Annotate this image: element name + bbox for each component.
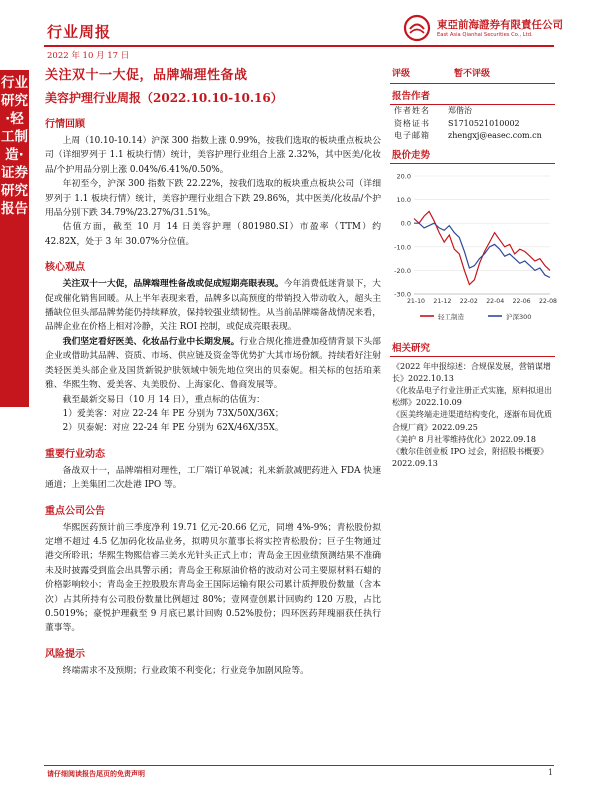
analyst-row	[390, 118, 555, 131]
chart-heading: 股价走势	[390, 143, 555, 164]
paragraph: 华熙医药预计前三季度净利 19.71 亿元-20.66 亿元，同增 4%-9%；青松股份拟定增不超过 4.5 亿加码化妆品业务，拟聘贝尔董事长将实控青松股份；巨子生物通过港交所聆讯；华熙生物熙信睿三美水光针头正式上市；青岛金王因业绩预测结果不准确未及时披露受到监会出具警示函；青岛金王称原油价格的波动对公司主要原材料石蜡的价格影响较小；青岛金王控股股东青岛金王国际运输有限公司累计质押股份数量（含本次）占其所持有公司股份数量比例超过 80%；壹网壹创累计回购约 120 万股，占比 0.5019%；豪悦护理截至 9 月底已累计回购 0.52%股份；四环医药拜瑰丽获任执行董事等。	[45, 522, 381, 634]
x-tick-label: 22-08	[539, 297, 557, 305]
y-tick-label: -20.0	[394, 266, 411, 275]
right-column	[390, 64, 555, 470]
section-heading: 重点公司公告	[45, 505, 105, 517]
y-tick-label: 20.0	[396, 172, 411, 180]
y-tick-label: -10.0	[394, 242, 411, 251]
report-title: 关注双十一大促，品牌端理性备战	[45, 68, 248, 83]
legend-label: 沪深300	[506, 312, 532, 321]
footer-disclaimer: 请仔细阅读报告尾页的免责声明	[47, 769, 145, 778]
analyst-value: S1710521010002	[448, 118, 520, 128]
paragraph: 上周（10.10-10.14）沪深 300 指数上涨 0.99%，按我们选取的板块重点板块公司（详细罗列于 1.1 板块行情）统计，美容护理行业组合上涨 2.32%，其中医美/化妆品/个护用品分别上涨 0.04%/6.41%/0.50%。	[45, 136, 381, 175]
page-number: 1	[548, 768, 554, 777]
report-type: 行业周报	[47, 23, 112, 41]
report-subtitle: 美容护理行业周报（2022.10.10-10.16）	[45, 91, 283, 105]
y-tick-label: -30.0	[394, 290, 411, 298]
y-tick-label: 10.0	[396, 195, 411, 204]
analyst-row	[390, 105, 555, 118]
paragraph	[45, 277, 381, 335]
analyst-email[interactable]: zhengxj@easec.com.cn	[448, 131, 542, 140]
stock-trend-svg	[390, 166, 555, 336]
analyst-row	[390, 130, 555, 143]
x-tick-label: 22-06	[512, 297, 531, 305]
footer-divider	[44, 765, 554, 766]
series-line	[414, 223, 550, 277]
main-column	[45, 64, 381, 678]
analyst-key: 作者姓名	[394, 106, 430, 115]
stock-trend-chart	[390, 166, 555, 336]
related-list	[390, 361, 555, 471]
rating-label: 评级	[392, 68, 411, 79]
brand-logo	[403, 12, 563, 46]
paragraph-lead: 我们坚定看好医美、化妆品行业中长期发展。	[62, 336, 240, 347]
related-item[interactable]: 《美护 8 月社零维持优化》2022.09.18	[392, 434, 536, 444]
paragraph: 终端需求不及预期；行业政策不利变化；行业竞争加剧风险等。	[62, 665, 309, 676]
paragraph-body: 行业合规化推进叠加疫情背景下头部企业或借助其品牌、资质、市场、供应链及资金等优势扩大其市场份额。持续看好注射类轻医美头部企业及国货新锐护肤领域中领先地位突出的贝泰妮。相关标的包括珀莱雅、华熙生物、爱美客、丸美股份、上海家化、鲁商发展等。	[45, 336, 381, 391]
analyst-key: 资格证书	[394, 118, 430, 128]
brand-name-en: East Asia Qianhai Securities Co., Ltd.	[437, 32, 533, 38]
related-item[interactable]: 《敷尔佳创业板 IPO 过会，附招股书概要》2022.09.13	[392, 446, 549, 469]
analyst-heading: 报告作者	[390, 84, 555, 105]
rating-row	[390, 64, 555, 80]
section-heading: 行情回顾	[45, 119, 85, 130]
paragraph	[45, 393, 381, 407]
section-heading: 重要行业动态	[45, 448, 105, 460]
analyst-key: 电子邮箱	[394, 131, 430, 140]
series-line	[414, 211, 550, 284]
brand-name-cn: 東亞前海證券有限責任公司	[437, 19, 563, 31]
list-item: 2）贝泰妮：对应 22-24 年 PE 分别为 62X/46X/35X。	[62, 423, 284, 434]
x-tick-label: 22-02	[459, 297, 478, 305]
related-item[interactable]: 《2022 年中报综述：合规保发展，营销谋增长》2022.10.13	[392, 361, 551, 383]
paragraph	[45, 335, 381, 393]
section-heading: 风险提示	[45, 648, 85, 660]
section-heading: 核心观点	[45, 262, 85, 274]
paragraph: 年初至今，沪深 300 指数下跌 22.22%，按我们选取的板块重点板块公司（详细罗列于 1.1 板块行情）统计，美容护理行业组合下跌 29.86%，其中医美/化妆品/个护用品分别下跌 34.79%/23.27%/31.51%。	[45, 179, 381, 219]
x-tick-label: 22-04	[486, 297, 505, 305]
paragraph-lead: 关注双十一大促，品牌端理性备战或促成短期亮眼表现。	[62, 279, 284, 290]
analyst-value: 郑偕治	[448, 106, 472, 115]
paragraph-body: 截至最新交易日（10 月 14 日），重点标的估值为：	[62, 394, 265, 405]
related-item[interactable]: 《医美终端走进渠道结构变化，逐渐布局优质合规厂商》2022.09.25	[392, 410, 552, 432]
paragraph-body: 今年消费低迷背景下，大促或催化销售回暖。从上半年表现来看，品牌多以高预度的带销投入带动收入，超头主播缺位但头部品牌势能仍持续释放，保持较强业绩韧性。从当前品牌端备战情况来看，品牌企业在价格上相对冷静，关注 ROI 控制，或促成亮眼表现。	[45, 279, 381, 333]
brand-mark-icon	[403, 14, 431, 42]
list-item: 1）爱美客：对应 22-24 年 PE 分别为 73X/50X/36X；	[62, 408, 284, 419]
rating-value: 暂不评级	[454, 68, 491, 79]
related-item[interactable]: 《化妆品电子行业注册正式实施，原料拟退出松绑》2022.10.09	[392, 385, 552, 408]
legend-label: 轻工制造	[438, 312, 464, 321]
x-tick-label: 21-12	[433, 297, 452, 305]
paragraph: 备战双十一，品牌端相对理性，工厂端订单锐减；礼来新款减肥药进入 FDA 快速通道；上美集团二次赴港 IPO 等。	[45, 465, 381, 491]
paragraph: 估值方面，截至 10 月 14 日美容护理（801980.SI）市盈率（TTM）约 42.82X，处于 3 年 30.07%分位值。	[45, 222, 381, 247]
sidebar-label: 行业研究·轻工制造·证券研究报告	[1, 75, 28, 217]
y-tick-label: 0.0	[400, 219, 411, 228]
related-heading: 相关研究	[390, 336, 555, 357]
x-tick-label: 21-10	[407, 297, 425, 305]
report-date: 2022 年 10 月 17 日	[47, 51, 130, 61]
